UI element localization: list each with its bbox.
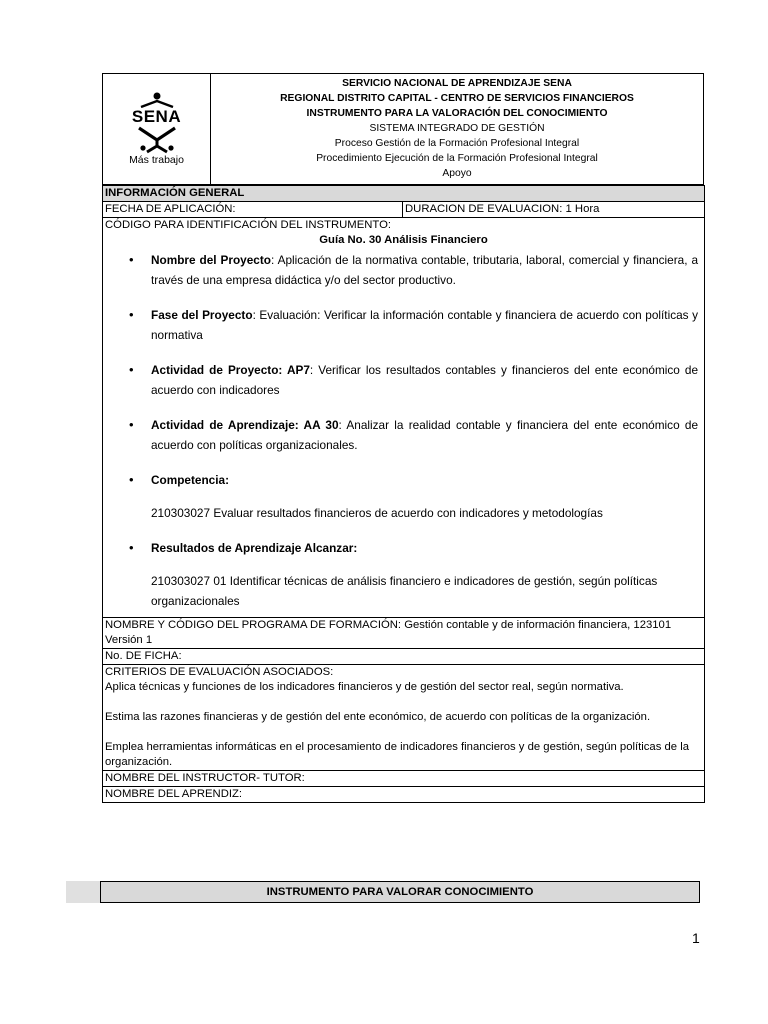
page-number: 1 [692, 930, 700, 946]
header-line-instrumento: INSTRUMENTO PARA LA VALORACIÓN DEL CONOCIMIENTO [306, 108, 608, 119]
instructor-label: NOMBRE DEL INSTRUCTOR- TUTOR: [103, 771, 705, 787]
criterios-label: CRITERIOS DE EVALUACIÓN ASOCIADOS: [105, 666, 334, 678]
criterio-1: Aplica técnicas y funciones de los indicadores financieros y de gestión del sector real, según normativa. [105, 681, 624, 693]
logo-word: SENA [131, 107, 182, 126]
header-line-proceso: Proceso Gestión de la Formación Profesional Integral [334, 138, 580, 149]
sena-logo-icon [139, 92, 175, 108]
list-item: • Nombre del Proyecto: Aplicación de la normativa contable, tributaria, laboral, comercial y financiera, a través de una empresa didáctica y/o del sector productivo. [151, 250, 698, 290]
list-item: • Actividad de Proyecto: AP7: Verificar los resultados contables y financieros del ente económico de acuerdo con indicadores [151, 360, 698, 400]
resultados-list [105, 538, 702, 558]
ficha-label: No. DE FICHA: [103, 649, 705, 665]
codigo-cell [103, 218, 705, 618]
document-header [102, 73, 704, 185]
logo-tagline: Más trabajo [129, 154, 184, 166]
guia-title: Guía No. 30 Análisis Financiero [319, 234, 488, 246]
list-item: • Resultados de Aprendizaje Alcanzar: [151, 538, 698, 558]
criterio-3: Emplea herramientas informáticas en el procesamiento de indicadores financieros y de gestión, según políticas de la organización. [105, 741, 689, 768]
header-line-procedimiento: Procedimiento Ejecución de la Formación Profesional Integral [316, 153, 598, 164]
competencia-text: 210303027 Evaluar resultados financieros de acuerdo con indicadores y metodologías [151, 506, 603, 520]
bottom-shade [66, 881, 100, 903]
header-line-apoyo: Apoyo [442, 168, 472, 179]
header-line-sena: SERVICIO NACIONAL DE APRENDIZAJE SENA [342, 78, 572, 89]
resultados-text: 210303027 01 Identificar técnicas de análisis financiero e indicadores de gestión, según políticas organizacionales [151, 574, 658, 608]
list-item: • Competencia: [151, 470, 698, 490]
fecha-label: FECHA DE APLICACIÓN: [103, 202, 403, 218]
header-titles [211, 74, 703, 184]
header-line-regional: REGIONAL DISTRITO CAPITAL - CENTRO DE SERVICIOS FINANCIEROS [280, 93, 634, 104]
duracion-label: DURACION DE EVALUACION: 1 Hora [403, 202, 705, 218]
list-item: • Fase del Proyecto: Evaluación: Verificar la información contable y financiera de acuerdo con políticas y normativa [151, 305, 698, 345]
info-table [102, 185, 705, 803]
header-line-sistema: SISTEMA INTEGRADO DE GESTIÓN [369, 123, 545, 134]
criterios-cell [103, 665, 705, 771]
document-form [102, 73, 704, 803]
instrument-title: INSTRUMENTO PARA VALORAR CONOCIMIENTO [100, 881, 700, 903]
list-item: • Actividad de Aprendizaje: AA 30: Analizar la realidad contable y financiera del ente económico de acuerdo con políticas organizacionales. [151, 415, 698, 455]
codigo-label: CÓDIGO PARA IDENTIFICACIÓN DEL INSTRUMENTO: [105, 219, 392, 231]
sena-logo-figure-icon [135, 126, 179, 154]
criterio-2: Estima las razones financieras y de gestión del ente económico, de acuerdo con políticas de la organización. [105, 711, 651, 723]
section-title-info: INFORMACIÓN GENERAL [103, 186, 705, 202]
programa-cell: NOMBRE Y CÓDIGO DEL PROGRAMA DE FORMACIÓN: Gestión contable y de información financiera, 123101 Versión 1 [103, 618, 705, 649]
aprendiz-label: NOMBRE DEL APRENDIZ: [103, 787, 705, 803]
project-items-list [105, 250, 702, 490]
sena-logo [103, 74, 211, 184]
